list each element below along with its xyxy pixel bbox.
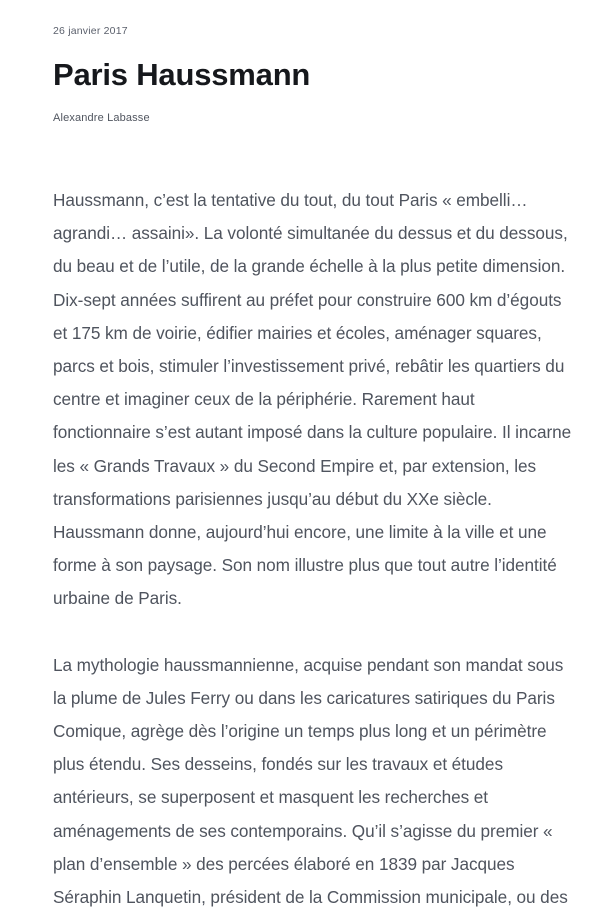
article-paragraph: Haussmann, c’est la tentative du tout, du tout Paris « embelli… agrandi… assaini». La volonté simultanée du dessus et du dessous, du beau et de l’utile, de la grande échelle à la plus petite dimension. Dix-sept années suffirent au préfet pour construire 600 km d’égouts et 175 km de voirie, édifier mairies et écoles, aménager squares, parcs et bois, stimuler l’investissement privé, rebâtir les quartiers du centre et imaginer ceux de la périphérie. Rarement haut fonctionnaire s’est autant imposé dans la culture populaire. Il incarne les « Grands Travaux » du Second Empire et, par extension, les transformations parisiennes jusqu’au début du XXe siècle. Haussmann donne, aujourd’hui encore, une limite à la ville et une forme à son paysage. Son nom illustre plus que tout autre l’identité urbaine de Paris. bbox=[53, 190, 572, 609]
article-paragraph: La mythologie haussmannienne, acquise pendant son mandat sous la plume de Jules Ferry ou dans les caricatures satiriques du Paris Comique, agrège dès l’origine un temps plus long et un périmètre plus étendu. Ses desseins, fondés sur les travaux et études antérieurs, se superposent et masquent les recherches et aménagements de ses contemporains. Qu’il s’agisse du premier « plan d’ensemble » des percées élaboré en 1839 par Jacques Séraphin Lanquetin, président de la Commission municipale, ou des bbox=[53, 654, 568, 908]
page-title: Paris Haussmann bbox=[53, 57, 311, 92]
article-author: Alexandre Labasse bbox=[53, 112, 150, 124]
article-date: 26 janvier 2017 bbox=[53, 25, 128, 37]
article-body bbox=[53, 184, 575, 914]
